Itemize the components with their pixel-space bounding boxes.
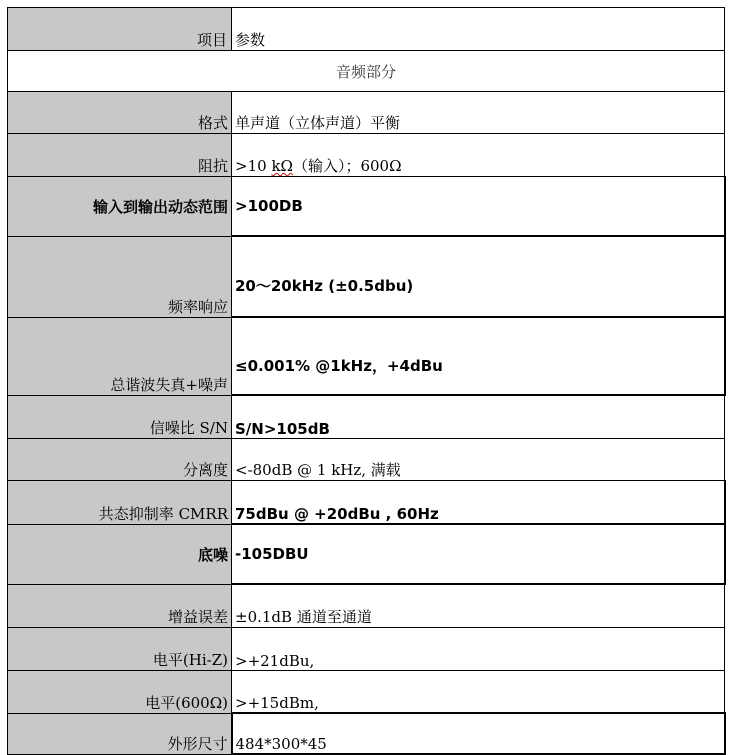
- value-cell-cmrr[interactable]: 75dBu @ +20dBu , 60Hz: [232, 481, 725, 525]
- value-cell-snr[interactable]: S/N>105dB: [232, 395, 725, 439]
- table-row: [8, 395, 725, 439]
- label-cell-format[interactable]: 格式: [8, 92, 232, 134]
- value-cell-thd-noise[interactable]: ≤0.001% @1kHz，+4dBu: [232, 317, 725, 395]
- table-row: [8, 584, 725, 628]
- table-row: [8, 134, 725, 177]
- section-title-cell[interactable]: 音频部分: [8, 51, 725, 92]
- label-cell-dynamic-range[interactable]: 输入到输出动态范围: [8, 177, 232, 237]
- table-row: [8, 92, 725, 134]
- section-row: [8, 51, 725, 92]
- value-cell-level-hiz[interactable]: >+21dBu,: [232, 628, 725, 671]
- label-cell-separation[interactable]: 分离度: [8, 439, 232, 481]
- table-row: [8, 671, 725, 714]
- value-cell-format[interactable]: 单声道（立体声道）平衡: [232, 92, 725, 134]
- table-row: [8, 713, 725, 754]
- label-cell-thd-noise[interactable]: 总谐波失真+噪声: [8, 317, 232, 395]
- table-row: [8, 481, 725, 525]
- table-row: [8, 524, 725, 584]
- header-cell-param[interactable]: 参数: [232, 8, 725, 51]
- header-cell-item[interactable]: 项目: [8, 8, 232, 51]
- value-cell-separation[interactable]: <-80dB @ 1 kHz, 满载: [232, 439, 725, 481]
- table-row: [8, 439, 725, 481]
- value-cell-dimensions[interactable]: 484*300*45: [232, 713, 725, 754]
- value-cell-level-600[interactable]: >+15dBm,: [232, 671, 725, 714]
- table-row: [8, 177, 725, 237]
- label-cell-dimensions[interactable]: 外形尺寸: [8, 713, 232, 754]
- label-cell-cmrr[interactable]: 共态抑制率 CMRR: [8, 481, 232, 525]
- value-cell-impedance[interactable]: [232, 134, 725, 177]
- table-row: [8, 628, 725, 671]
- label-cell-impedance[interactable]: 阻抗: [8, 134, 232, 177]
- label-cell-snr[interactable]: 信噪比 S/N: [8, 395, 232, 439]
- value-cell-dynamic-range[interactable]: >100DB: [232, 177, 725, 237]
- label-cell-frequency-response[interactable]: 频率响应: [8, 236, 232, 317]
- impedance-value-suffix: （输入）；600Ω: [292, 157, 402, 175]
- label-cell-noise-floor[interactable]: 底噪: [8, 524, 232, 584]
- spellcheck-flagged-unit: kΩ: [271, 157, 293, 175]
- header-row: [8, 8, 725, 51]
- value-cell-gain-error[interactable]: ±0.1dB 通道至通道: [232, 584, 725, 628]
- table-row: [8, 317, 725, 395]
- table-row: [8, 236, 725, 317]
- label-cell-level-600[interactable]: 电平(600Ω): [8, 671, 232, 714]
- label-cell-level-hiz[interactable]: 电平(Hi-Z): [8, 628, 232, 671]
- label-cell-gain-error[interactable]: 增益误差: [8, 584, 232, 628]
- value-cell-frequency-response[interactable]: 20～20kHz (±0.5dbu): [232, 236, 725, 317]
- impedance-value-prefix: >10: [235, 157, 272, 175]
- spec-table: [7, 7, 726, 755]
- value-cell-noise-floor[interactable]: -105DBU: [232, 524, 725, 584]
